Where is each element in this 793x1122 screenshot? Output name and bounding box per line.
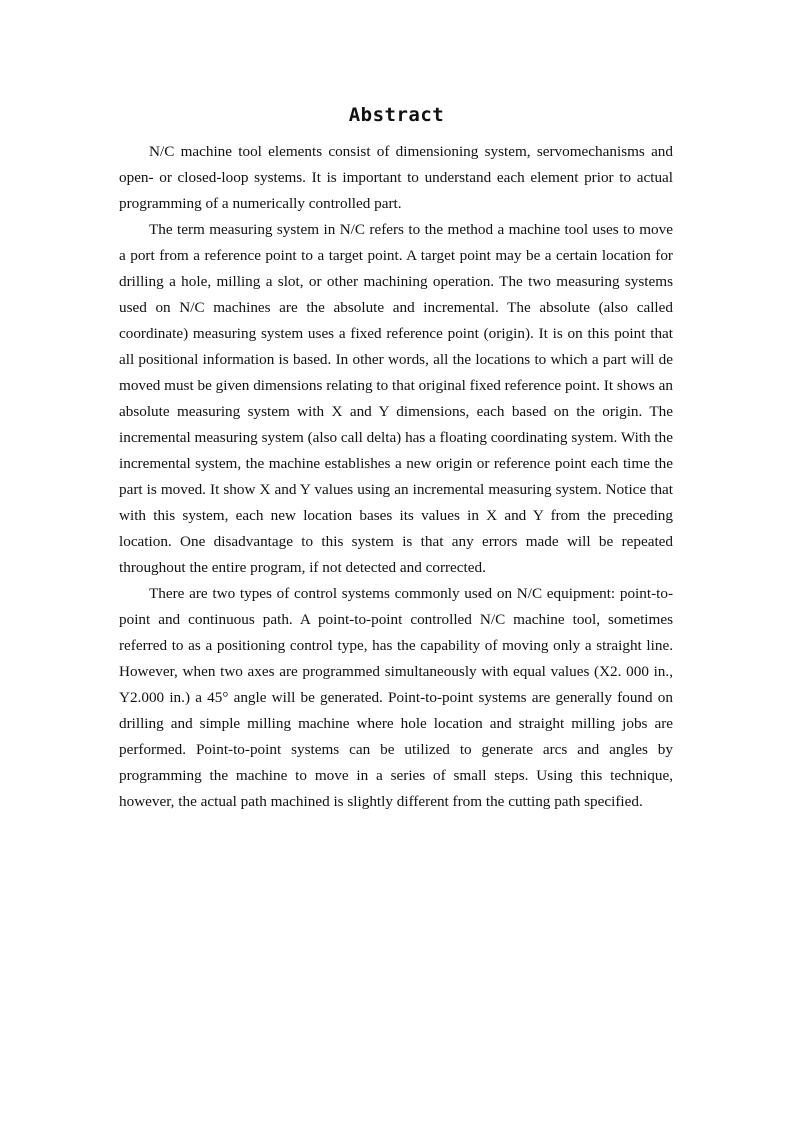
paragraph-dimensioning: N/C machine tool elements consist of dimensioning system, servomechanisms and open- or closed-loop systems. It is important to understand each element prior to actual programming of a numerically controlled part. [119,143,673,212]
page-title: Abstract [348,104,445,126]
abstract-body [119,139,673,815]
paragraph-control-systems: There are two types of control systems commonly used on N/C equipment: point-to-point and continuous path. A point-to-point controlled N/C machine tool, sometimes referred to as a positioning control type, has the capability of moving only a straight line. However, when two axes are programmed simultaneously with equal values (X2. 000 in., Y2.000 in.) a 45° angle will be generated. Point-to-point systems are generally found on drilling and simple milling machine where hole location and straight milling jobs are performed. Point-to-point systems can be utilized to generate arcs and angles by programming the machine to move in a series of small steps. Using this technique, however, the actual path machined is slightly different from the cutting path specified. [119,585,673,810]
paragraph-measuring-system: The term measuring system in N/C refers to the method a machine tool uses to move a port from a reference point to a target point. A target point may be a certain location for drilling a hole, milling a slot, or other machining operation. The two measuring systems used on N/C machines are the absolute and incremental. The absolute (also called coordinate) measuring system uses a fixed reference point (origin). It is on this point that all positional information is based. In other words, all the locations to which a part will de moved must be given dimensions relating to that original fixed reference point. It shows an absolute measuring system with X and Y dimensions, each based on the origin. The incremental measuring system (also call delta) has a floating coordinating system. With the incremental system, the machine establishes a new origin or reference point each time the part is moved. It show X and Y values using an incremental measuring system. Notice that with this system, each new location bases its values in X and Y from the preceding location. One disadvantage to this system is that any errors made will be repeated throughout the entire program, if not detected and corrected. [119,221,673,576]
